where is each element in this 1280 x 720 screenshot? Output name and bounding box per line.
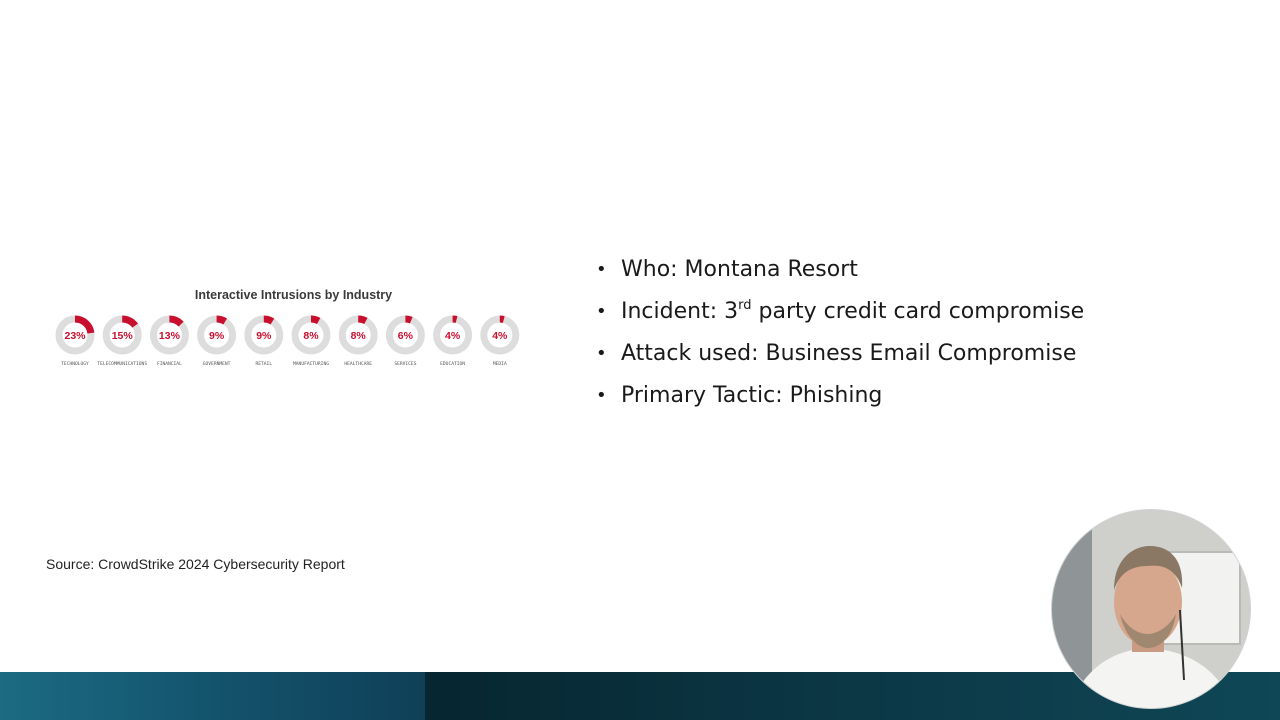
bullet-text: Primary Tactic: Phishing [621,383,883,408]
donut-media [484,319,516,367]
donut-category-label: FINANCIAL [156,362,182,367]
bullet-text-sup: rd [738,298,752,313]
donut-education [437,319,469,367]
donut-telecommunications [97,319,147,367]
donut-category-label: RETAIL [255,362,273,367]
donut-category-label: GOVERNMENT [202,362,231,367]
bullet-tactic [596,376,1084,418]
donut-category-label: HEALTHCARE [344,362,373,367]
donut-manufacturing [293,319,329,367]
donut-healthcare [342,319,374,367]
bullet-glyph: • [596,259,607,280]
bullet-list [596,250,1084,418]
bullet-incident [596,292,1084,334]
donut-category-label: TECHNOLOGY [61,362,89,367]
bullet-text-pre: Incident: 3 [621,299,739,324]
donut-category-label: SERVICES [394,362,417,367]
donut-category-label: MEDIA [492,362,507,367]
donut-category-label: TELECOMMUNICATIONS [97,362,148,367]
bullet-who [596,250,1084,292]
intrusions-chart [46,282,536,382]
donut-value-label: 4% [492,330,508,342]
donut-value-label: 6% [397,330,413,342]
donut-government [201,319,233,367]
presenter-webcam [1052,510,1250,708]
chart-title: Interactive Intrusions by Industry [194,288,393,302]
donut-value-label: 15% [111,330,133,342]
donut-value-label: 4% [445,330,461,342]
donut-charts [46,308,536,374]
bullet-text: Attack used: Business Email Compromise [621,341,1077,366]
bullet-glyph: • [596,301,607,322]
footer-bar-left [0,672,425,720]
donut-value-label: 23% [64,330,86,342]
donut-technology [59,319,91,367]
donut-value-label: 9% [209,330,225,342]
donut-services [389,319,421,367]
donut-value-label: 8% [350,330,366,342]
donut-financial [153,319,185,367]
donut-value-label: 13% [158,330,180,342]
donut-category-label: MANUFACTURING [293,362,329,367]
source-citation: Source: CrowdStrike 2024 Cybersecurity Report [46,556,345,572]
bullet-text-post: party credit card compromise [751,299,1085,324]
donut-value-label: 9% [256,330,272,342]
donut-category-label: EDUCATION [440,362,466,367]
donut-retail [248,319,280,367]
bullet-text: Who: Montana Resort [621,257,858,282]
bullet-attack [596,334,1084,376]
donut-value-label: 8% [303,330,319,342]
bullet-glyph: • [596,385,607,406]
bullet-glyph: • [596,343,607,364]
